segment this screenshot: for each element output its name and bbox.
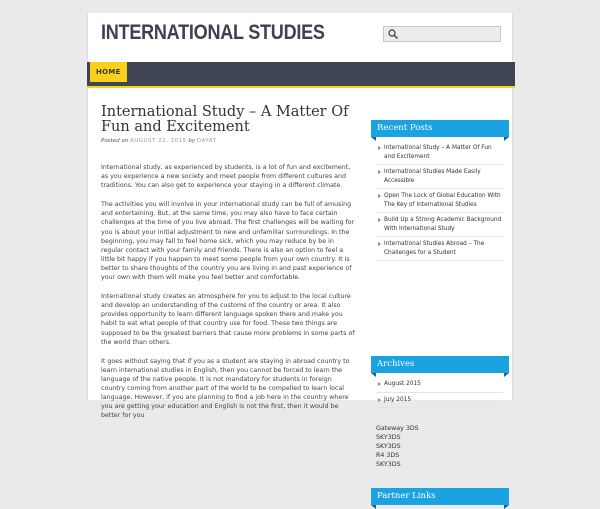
post-date[interactable]: AUGUST 22, 2015 bbox=[129, 138, 187, 144]
archive-link[interactable] bbox=[376, 377, 503, 393]
nav-item-home[interactable]: HOME bbox=[90, 62, 127, 82]
post-paragraph: International study creates an atmosphere for you to adjust to the local culture and develop an understanding of the customs of the country or area. It also provides opportunity to learn different language spoken there and make you habit to eat what people of that country use for food. These two things are supposed to be the greatest barriers that cause more problems in some parts of the world than others. bbox=[101, 293, 355, 346]
main-content bbox=[101, 105, 356, 430]
post-body bbox=[101, 163, 356, 420]
search-icon[interactable] bbox=[387, 28, 399, 40]
recent-post-label[interactable]: International Studies Abroad – The Challenges for a Student bbox=[384, 241, 485, 256]
recent-posts-widget bbox=[376, 120, 503, 261]
links-widget bbox=[376, 424, 503, 469]
archive-label[interactable]: July 2015 bbox=[384, 396, 412, 403]
posted-on-label: Posted on bbox=[101, 138, 129, 144]
bullet-arrow-icon bbox=[378, 382, 381, 386]
partner-links-widget bbox=[376, 488, 503, 505]
site-title[interactable]: INTERNATIONAL STUDIES bbox=[101, 21, 325, 44]
partner-links-title: Partner Links bbox=[371, 488, 509, 505]
sidebar-link[interactable]: SKY3DS bbox=[376, 443, 401, 450]
bullet-arrow-icon bbox=[378, 218, 381, 222]
sidebar-link[interactable]: SKY3DS bbox=[376, 434, 401, 441]
recent-posts-list bbox=[376, 141, 503, 261]
recent-post-link[interactable] bbox=[376, 237, 503, 261]
sidebar-link[interactable]: R4 3DS bbox=[376, 452, 400, 459]
post-title[interactable]: International Study – A Matter Of Fun and Excitement bbox=[101, 104, 349, 135]
archives-list bbox=[376, 377, 503, 408]
search-input[interactable] bbox=[400, 27, 500, 41]
site-header bbox=[88, 13, 514, 63]
post-paragraph: The activities you will involve in your international study can be full of amusing and entertaining. But, at the same time, you may also have to face certain challenges at the time of you live abroad. The first challenges will be waiting for you is about your initial adjustment to new and unfamiliar surroundings. In the beginning, you may fall to feel home sick, which you may reduce by be in regular contact with your family and friends. There is also an option to feel a little bit happy if you happen to meet some people from your own country. It is better to share thoughts of the country you are living in and past experience of your own with them will make you feel better and comfortable. bbox=[101, 201, 355, 282]
archives-title: Archives bbox=[371, 356, 509, 373]
search-box[interactable] bbox=[383, 26, 501, 42]
post-meta bbox=[101, 138, 356, 144]
sidebar-link[interactable]: SKY3DS bbox=[376, 461, 401, 468]
post-author[interactable]: DAYAT bbox=[196, 138, 217, 144]
recent-post-label[interactable]: International Studies Made Easily Accessible bbox=[384, 169, 481, 184]
recent-post-link[interactable] bbox=[376, 141, 503, 165]
sidebar-link[interactable]: Gateway 3DS bbox=[376, 425, 419, 432]
recent-post-link[interactable] bbox=[376, 213, 503, 237]
bullet-arrow-icon bbox=[378, 194, 381, 198]
recent-post-link[interactable] bbox=[376, 189, 503, 213]
archives-widget bbox=[376, 356, 503, 408]
by-label: by bbox=[188, 138, 196, 144]
bullet-arrow-icon bbox=[378, 242, 381, 246]
recent-post-label[interactable]: Build Up a Strong Academic Background With International Study bbox=[384, 217, 502, 232]
post-paragraph: International study, as experienced by students, is a lot of fun and excitement, as you experience a new society and meet people from different cultures and traditions. You can also get to experience your staying in a different climate. bbox=[101, 164, 351, 190]
recent-post-link[interactable] bbox=[376, 165, 503, 189]
bullet-arrow-icon bbox=[378, 146, 381, 150]
recent-posts-title: Recent Posts bbox=[371, 120, 509, 137]
recent-post-label[interactable]: Open The Lock of Global Education With The Key of International Studies bbox=[384, 193, 501, 208]
archive-label[interactable]: August 2015 bbox=[384, 381, 421, 387]
archive-link[interactable] bbox=[376, 393, 503, 409]
bullet-arrow-icon bbox=[378, 398, 381, 402]
bullet-arrow-icon bbox=[378, 170, 381, 174]
page-container bbox=[87, 13, 513, 501]
recent-post-label[interactable]: International Study – A Matter Of Fun and Excitement bbox=[384, 145, 492, 160]
main-navigation bbox=[87, 62, 515, 88]
post-paragraph: It goes without saying that if you as a student are staying in abroad country to learn international studies in English, then you cannot be forced to learn the language of the native people. It is not mandatory for students in foreign country coming from another part of the world to be compelled to learn local language. However, if you are planning to find a job here in the country where you are getting your education and English is not the first, then it would be better for you bbox=[101, 357, 350, 420]
